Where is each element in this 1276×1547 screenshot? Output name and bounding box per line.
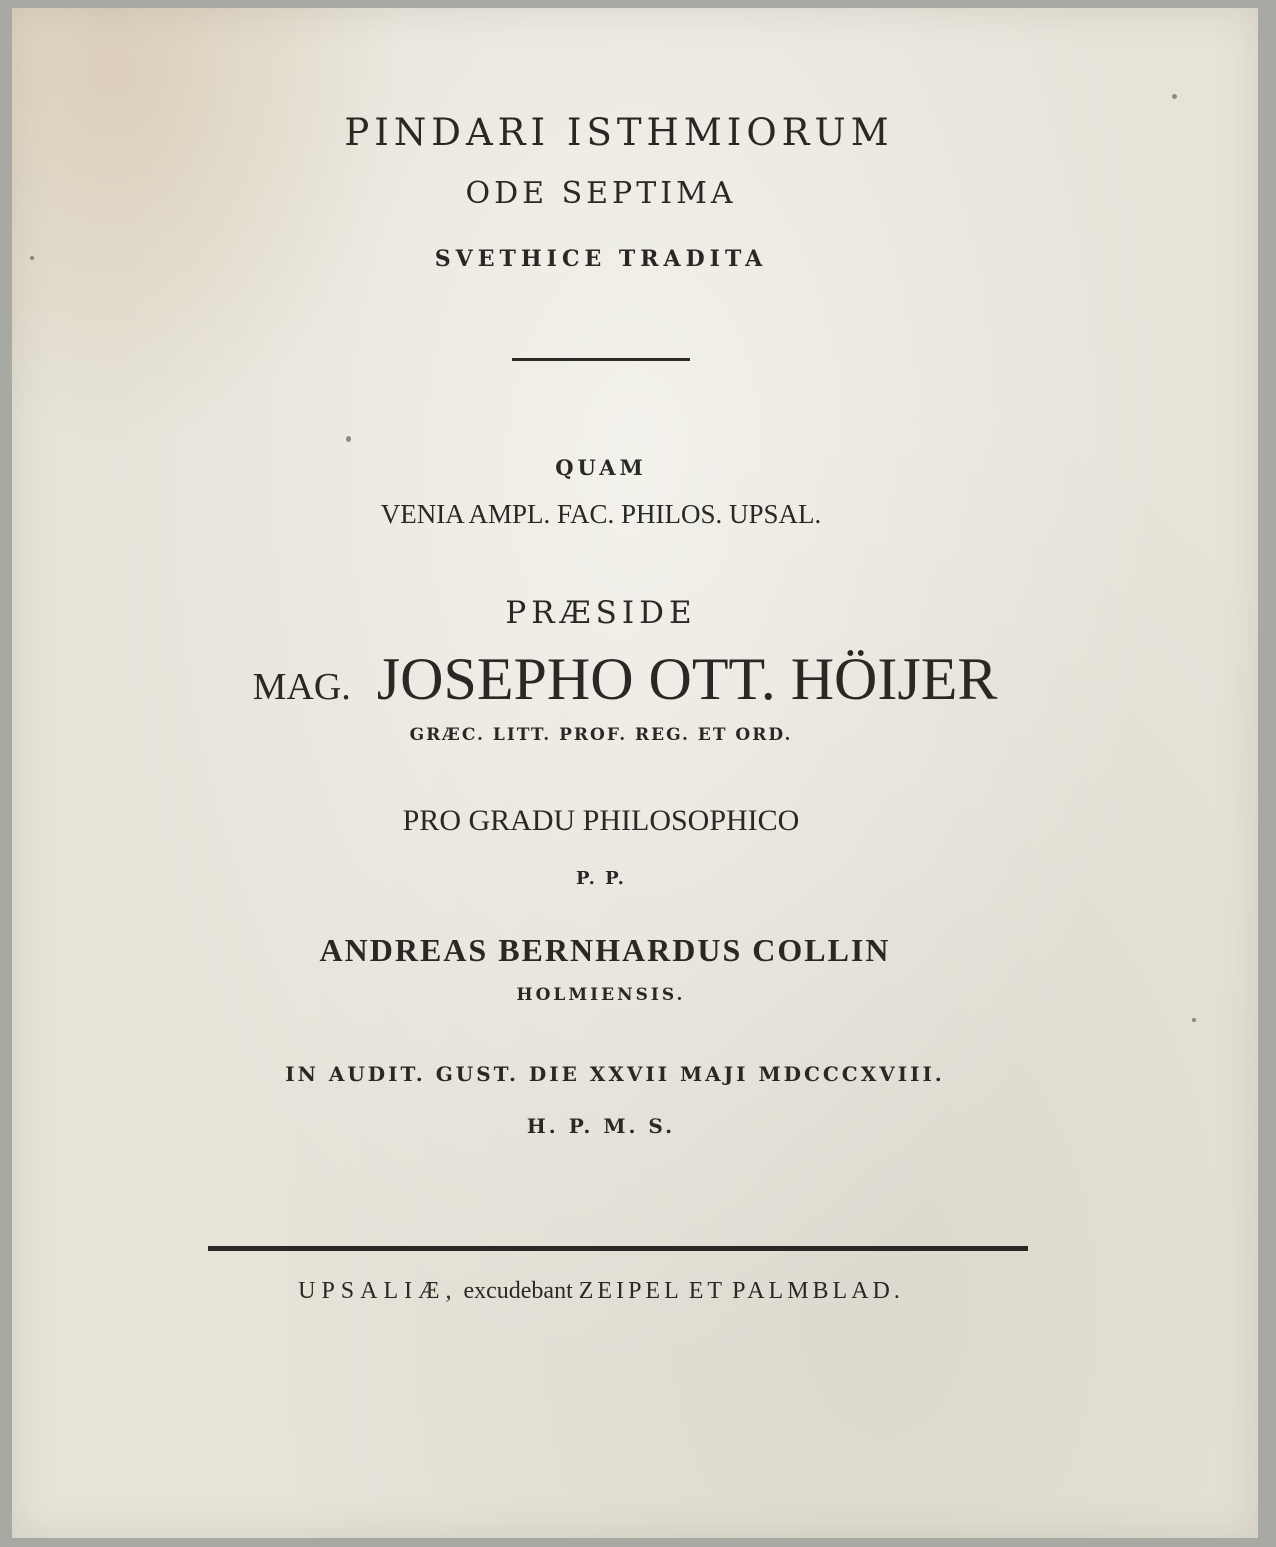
imprint-printer-1: ZEIPEL [578, 1278, 683, 1304]
imprint-verb: excudebant [463, 1278, 573, 1304]
defense-place-date: IN AUDIT. GUST. DIE XXVII MAJI MDCCCXVIII. [285, 1062, 945, 1086]
imprint-printer-2: PALMBLAD. [732, 1278, 904, 1304]
respondent-name: ANDREAS BERNHARDUS COLLIN [319, 932, 891, 968]
pp-line: P. P. [576, 868, 626, 889]
bottom-divider [208, 1246, 1028, 1251]
respondent-origin: HOLMIENSIS. [516, 985, 686, 1005]
quam-line: QUAM [555, 455, 647, 480]
ink-speck [1172, 94, 1177, 99]
top-divider [512, 358, 690, 361]
title-line-2: ODE SEPTIMA [465, 176, 737, 211]
ink-speck [1192, 1018, 1196, 1022]
defense-time: H. P. M. S. [526, 1114, 676, 1138]
praeses-title: GRÆC. LITT. PROF. REG. ET ORD. [409, 725, 793, 745]
title-line-3: SVETHICE TRADITA [434, 246, 768, 272]
imprint-conjunction: ET [688, 1278, 727, 1304]
praeses-prefix: MAG. [252, 666, 351, 708]
imprint-city: UPSALIÆ, [298, 1278, 458, 1304]
title-page [12, 8, 1258, 1538]
title-line-1: PINDARI ISTHMIORUM [344, 111, 894, 154]
praeses-name: JOSEPHO OTT. HÖIJER [376, 646, 998, 712]
ink-speck [30, 256, 34, 260]
imprint-line [0, 1278, 1224, 1305]
ink-speck [346, 436, 351, 442]
praeside-label: PRÆSIDE [505, 595, 697, 631]
venia-line: VENIA AMPL. FAC. PHILOS. UPSAL. [380, 499, 822, 529]
degree-line: PRO GRADU PHILOSOPHICO [402, 804, 800, 837]
praeses-name-line [2, 645, 1248, 714]
